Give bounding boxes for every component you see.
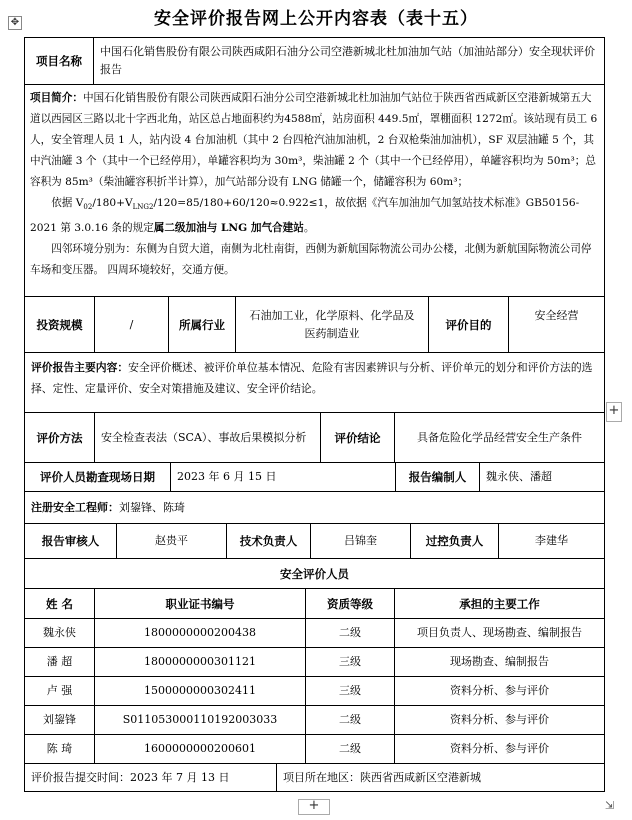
personnel-row-4-level: 二级 xyxy=(305,705,395,735)
purpose-value: 安全经营 xyxy=(508,296,605,353)
process-lead-value: 李建华 xyxy=(498,523,605,559)
personnel-row-5-duty: 资料分析、参与评价 xyxy=(394,734,605,764)
project-intro xyxy=(24,86,605,283)
location-cell xyxy=(276,763,605,792)
add-column-icon[interactable]: + xyxy=(606,402,622,422)
personnel-header-level: 资质等级 xyxy=(305,588,395,619)
personnel-row-1-name: 魏永侠 xyxy=(24,618,95,648)
investment-value: / xyxy=(94,296,169,353)
engineers-label: 注册安全工程师： xyxy=(31,500,119,514)
compiler-label: 报告编制人 xyxy=(395,462,480,492)
purpose-label: 评价目的 xyxy=(428,296,509,353)
personnel-row-3-level: 三级 xyxy=(305,676,395,706)
main-content-value: 安全评价概述、被评价单位基本情况、危险有害因素辨识与分析、评价单元的划分和评价方法的选择、定性、定量评价、安全对策措施及建议、安全评价结论。 xyxy=(31,361,593,395)
personnel-header-duty: 承担的主要工作 xyxy=(394,588,605,619)
location-label: 项目所在地区： xyxy=(283,770,360,784)
personnel-row-2-name: 潘 超 xyxy=(24,647,95,677)
submit-time-cell xyxy=(24,763,277,792)
personnel-row-5-level: 二级 xyxy=(305,734,395,764)
conclusion-label: 评价结论 xyxy=(320,412,395,463)
personnel-row-4-name: 刘鋆锋 xyxy=(24,705,95,735)
process-lead-label: 过控负责人 xyxy=(410,523,499,559)
personnel-row-5-name: 陈 琦 xyxy=(24,734,95,764)
personnel-row-2-level: 三级 xyxy=(305,647,395,677)
add-row-icon[interactable]: + xyxy=(298,799,330,815)
submit-time-value: 2023 年 7 月 13 日 xyxy=(130,770,230,784)
intro-paragraph-2: 依据 $V_{02}/180+V_{LNG2}/120=85/180+60/120\approx 0.922\le 1$，故依据《汽车加油加气加氢站技术标准》GB50156-2021 第 3.0.16 条的规定属二级加油与 LNG 加气合建站。 xyxy=(30,197,580,235)
personnel-row-1-cert: 1800000000200438 xyxy=(94,618,306,648)
table-move-handle-icon[interactable]: ✥ xyxy=(8,16,22,30)
investment-label: 投资规模 xyxy=(24,296,95,353)
tech-lead-value: 吕锦奎 xyxy=(310,523,411,559)
personnel-section-title: 安全评价人员 xyxy=(24,558,605,589)
personnel-row-3-cert: 1500000000302411 xyxy=(94,676,306,706)
main-content-label: 评价报告主要内容： xyxy=(31,361,129,374)
tech-lead-label: 技术负责人 xyxy=(226,523,311,559)
project-name-value: 中国石化销售股份有限公司陕西咸阳石油分公司空港新城北杜加油加气站（加油站部分）安全现状评价报告 xyxy=(93,37,605,85)
project-name-label: 项目名称 xyxy=(24,37,94,85)
compiler-value: 魏永侠、潘超 xyxy=(479,462,605,492)
industry-label: 所属行业 xyxy=(168,296,236,353)
intro-label: 项目简介： xyxy=(30,92,83,104)
personnel-row-5-cert: 1600000000200601 xyxy=(94,734,306,764)
personnel-header-cert: 职业证书编号 xyxy=(94,588,306,619)
personnel-header-name: 姓 名 xyxy=(24,588,95,619)
method-label: 评价方法 xyxy=(24,412,95,463)
method-value: 安全检查表法（SCA）、事故后果模拟分析 xyxy=(94,412,321,463)
table-resize-handle-icon[interactable]: ⇲ xyxy=(605,799,615,812)
engineers-cell xyxy=(24,491,605,524)
engineers-value: 刘鋆锋、陈琦 xyxy=(119,500,185,514)
intro-paragraph-3: 四邻环境分别为：东侧为自贸大道，南侧为北杜南街，西侧为新航国际物流公司办公楼，北侧为新航国际物流公司停车场和变压器。 四周环境较好，交通方便。 xyxy=(30,243,592,277)
reviewer-label: 报告审核人 xyxy=(24,523,117,559)
reviewer-value: 赵贵平 xyxy=(116,523,227,559)
personnel-row-2-duty: 现场勘查、编制报告 xyxy=(394,647,605,677)
personnel-row-1-duty: 项目负责人、现场勘查、编制报告 xyxy=(394,618,605,648)
personnel-row-4-duty: 资料分析、参与评价 xyxy=(394,705,605,735)
personnel-row-3-name: 卢 强 xyxy=(24,676,95,706)
personnel-row-1-level: 二级 xyxy=(305,618,395,648)
submit-time-label: 评价报告提交时间： xyxy=(31,770,130,784)
personnel-row-4-cert: S011053000110192003033 xyxy=(94,705,306,735)
main-content-cell xyxy=(24,352,605,413)
intro-paragraph-1: 中国石化销售股份有限公司陕西咸阳石油分公司空港新城北杜加油加气站位于陕西省西咸新区空港新城第五大道以西园区三路以北十字西北角，站区总占地面积约为4588㎡，站房面积 449.5㎡，罩棚面积 1272㎡。该站现有员工 6 人，安全管理人员 1 人，站内设 4 台加油机（其中 2 台四枪汽油加油机，2 台双枪柴油加油机），SF 双层油罐 5 个，其中汽油罐 3 个（其中一个已经停用），单罐容积均为 30m³，柴油罐 2 个（其中一个已经停用），单罐容积均为 50m³；总容积为 85m³（柴油罐容积折半计算），加气站部分设有 LNG 储罐一个，储罐容积为 60m³； xyxy=(30,92,598,188)
industry-value: 石油加工业，化学原料、化学品及医药制造业 xyxy=(235,296,429,353)
conclusion-value: 具备危险化学品经营安全生产条件 xyxy=(394,412,605,463)
location-value: 陕西省西咸新区空港新城 xyxy=(360,770,481,784)
personnel-row-3-duty: 资料分析、参与评价 xyxy=(394,676,605,706)
document-title: 安全评价报告网上公开内容表（表十五） xyxy=(154,9,478,29)
survey-date-value: 2023 年 6 月 15 日 xyxy=(170,462,396,492)
survey-date-label: 评价人员勘查现场日期 xyxy=(24,462,171,492)
personnel-row-2-cert: 1800000000301121 xyxy=(94,647,306,677)
